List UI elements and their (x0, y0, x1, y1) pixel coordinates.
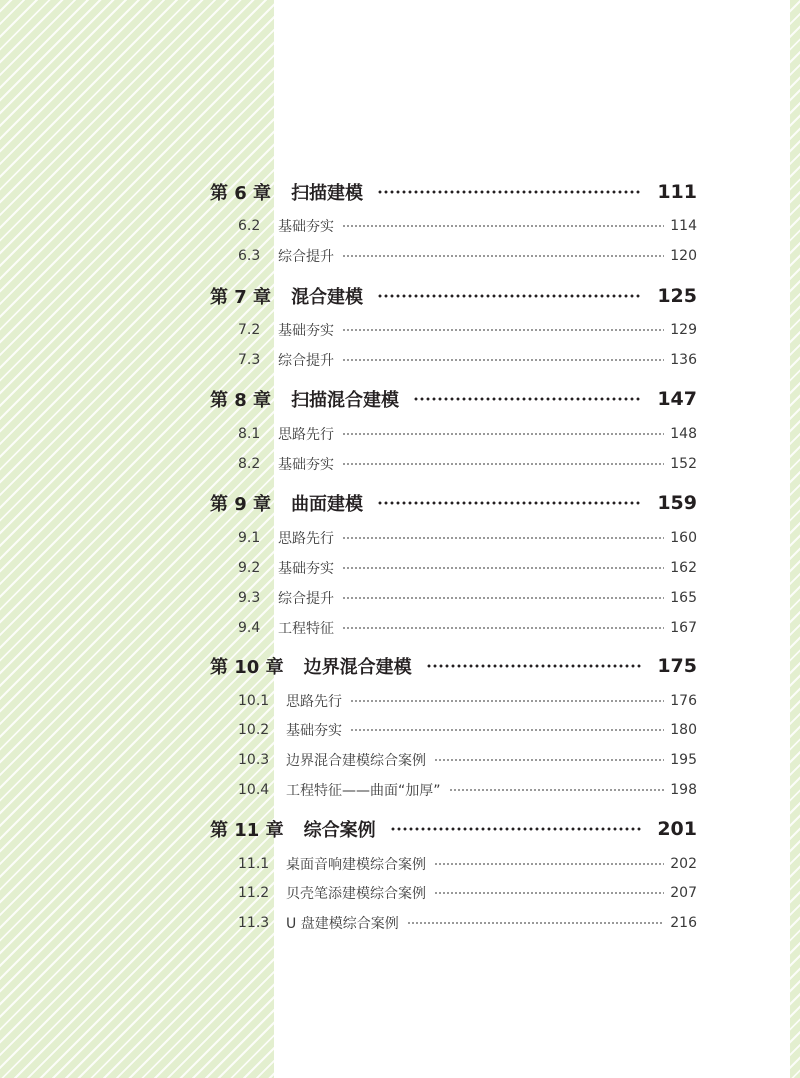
section-title: 思路先行 (278, 427, 334, 443)
section-page-number: 198 (670, 782, 697, 798)
section-page-number: 207 (670, 885, 697, 901)
chapter-number: 第 7 章 (210, 287, 272, 308)
dot-leader (342, 459, 664, 469)
section-number: 11.1 (238, 856, 270, 872)
chapter-page-number: 111 (657, 181, 697, 203)
decorative-stripe-edge (790, 0, 800, 1078)
chapter-page-number: 147 (657, 388, 697, 410)
section-number: 10.4 (238, 782, 270, 798)
toc-chapter-8[interactable] (210, 384, 697, 414)
dot-leader (434, 755, 664, 765)
section-title: U 盘建模综合案例 (286, 916, 399, 932)
dot-leader (377, 498, 641, 508)
section-number: 7.3 (238, 352, 261, 368)
section-title: 思路先行 (286, 694, 342, 710)
toc-chapter-11[interactable] (210, 814, 697, 844)
section-title: 思路先行 (278, 531, 334, 547)
section-number: 6.2 (238, 218, 261, 234)
dot-leader (407, 918, 665, 928)
dot-leader (350, 696, 664, 706)
section-number: 7.2 (238, 322, 261, 338)
section-title: 桌面音响建模综合案例 (286, 857, 426, 873)
dot-leader (342, 429, 664, 439)
section-page-number: 120 (670, 248, 697, 264)
chapter-number: 第 8 章 (210, 390, 272, 411)
section-title: 基础夯实 (278, 323, 334, 339)
chapter-title: 混合建模 (291, 287, 364, 308)
section-number: 11.2 (238, 885, 270, 901)
section-number: 9.4 (238, 620, 261, 636)
section-number: 6.3 (238, 248, 261, 264)
dot-leader (350, 725, 664, 735)
section-title: 边界混合建模综合案例 (286, 753, 426, 769)
section-page-number: 114 (670, 218, 697, 234)
chapter-number: 第 10 章 (210, 657, 284, 678)
dot-leader (342, 563, 664, 573)
section-page-number: 162 (670, 560, 697, 576)
section-number: 10.1 (238, 693, 270, 709)
chapter-number: 第 11 章 (210, 820, 284, 841)
dot-leader (342, 355, 664, 365)
dot-leader (413, 394, 641, 404)
section-title: 综合提升 (278, 591, 334, 607)
toc-section-10-2[interactable] (210, 718, 697, 742)
section-page-number: 167 (670, 620, 697, 636)
section-page-number: 129 (670, 322, 697, 338)
section-number: 9.1 (238, 530, 261, 546)
chapter-title: 边界混合建模 (303, 657, 412, 678)
toc-section-7-2[interactable] (210, 318, 697, 342)
section-number: 8.1 (238, 426, 261, 442)
toc-section-6-3[interactable] (210, 244, 697, 268)
section-title: 工程特征 (278, 621, 334, 637)
dot-leader (377, 291, 641, 301)
section-title: 基础夯实 (286, 723, 342, 739)
section-page-number: 180 (670, 722, 697, 738)
toc-section-6-2[interactable] (210, 214, 697, 238)
section-number: 8.2 (238, 456, 261, 472)
toc-section-9-4[interactable] (210, 616, 697, 640)
section-page-number: 152 (670, 456, 697, 472)
section-page-number: 148 (670, 426, 697, 442)
section-page-number: 165 (670, 590, 697, 606)
dot-leader (342, 593, 664, 603)
toc-section-8-2[interactable] (210, 452, 697, 476)
section-title: 贝壳笔添建模综合案例 (286, 886, 426, 902)
dot-leader (342, 221, 664, 231)
toc-chapter-10[interactable] (210, 651, 697, 681)
chapter-page-number: 125 (657, 285, 697, 307)
chapter-title: 曲面建模 (291, 494, 364, 515)
section-number: 10.3 (238, 752, 270, 768)
section-title: 工程特征——曲面“加厚” (286, 783, 441, 799)
chapter-title: 扫描混合建模 (291, 390, 400, 411)
section-title: 基础夯实 (278, 561, 334, 577)
toc-section-7-3[interactable] (210, 348, 697, 372)
dot-leader (449, 785, 665, 795)
section-page-number: 216 (670, 915, 697, 931)
dot-leader (434, 859, 664, 869)
dot-leader (342, 623, 664, 633)
section-number: 9.3 (238, 590, 261, 606)
toc-section-9-1[interactable] (210, 526, 697, 550)
chapter-number: 第 6 章 (210, 183, 272, 204)
dot-leader (377, 187, 641, 197)
toc-section-10-1[interactable] (210, 689, 697, 713)
chapter-title: 综合案例 (303, 820, 376, 841)
chapter-number: 第 9 章 (210, 494, 272, 515)
toc-section-10-4[interactable] (210, 778, 697, 802)
section-page-number: 160 (670, 530, 697, 546)
chapter-page-number: 175 (657, 655, 697, 677)
chapter-page-number: 201 (657, 818, 697, 840)
toc-section-9-3[interactable] (210, 586, 697, 610)
dot-leader (390, 824, 642, 834)
section-page-number: 136 (670, 352, 697, 368)
section-page-number: 176 (670, 693, 697, 709)
section-number: 9.2 (238, 560, 261, 576)
chapter-page-number: 159 (657, 492, 697, 514)
dot-leader (426, 661, 642, 671)
toc-chapter-6[interactable] (210, 177, 697, 207)
dot-leader (342, 533, 664, 543)
section-title: 基础夯实 (278, 219, 334, 235)
dot-leader (342, 251, 664, 261)
section-number: 11.3 (238, 915, 270, 931)
toc-section-9-2[interactable] (210, 556, 697, 580)
section-number: 10.2 (238, 722, 270, 738)
toc-section-11-2[interactable] (210, 881, 697, 905)
dot-leader (434, 888, 664, 898)
section-title: 基础夯实 (278, 457, 334, 473)
section-page-number: 202 (670, 856, 697, 872)
section-title: 综合提升 (278, 249, 334, 265)
section-page-number: 195 (670, 752, 697, 768)
toc-section-11-3[interactable] (210, 911, 697, 935)
toc-section-8-1[interactable] (210, 422, 697, 446)
toc-section-11-1[interactable] (210, 852, 697, 876)
toc-chapter-9[interactable] (210, 488, 697, 518)
toc-section-10-3[interactable] (210, 748, 697, 772)
chapter-title: 扫描建模 (291, 183, 364, 204)
section-title: 综合提升 (278, 353, 334, 369)
toc-chapter-7[interactable] (210, 281, 697, 311)
dot-leader (342, 325, 664, 335)
